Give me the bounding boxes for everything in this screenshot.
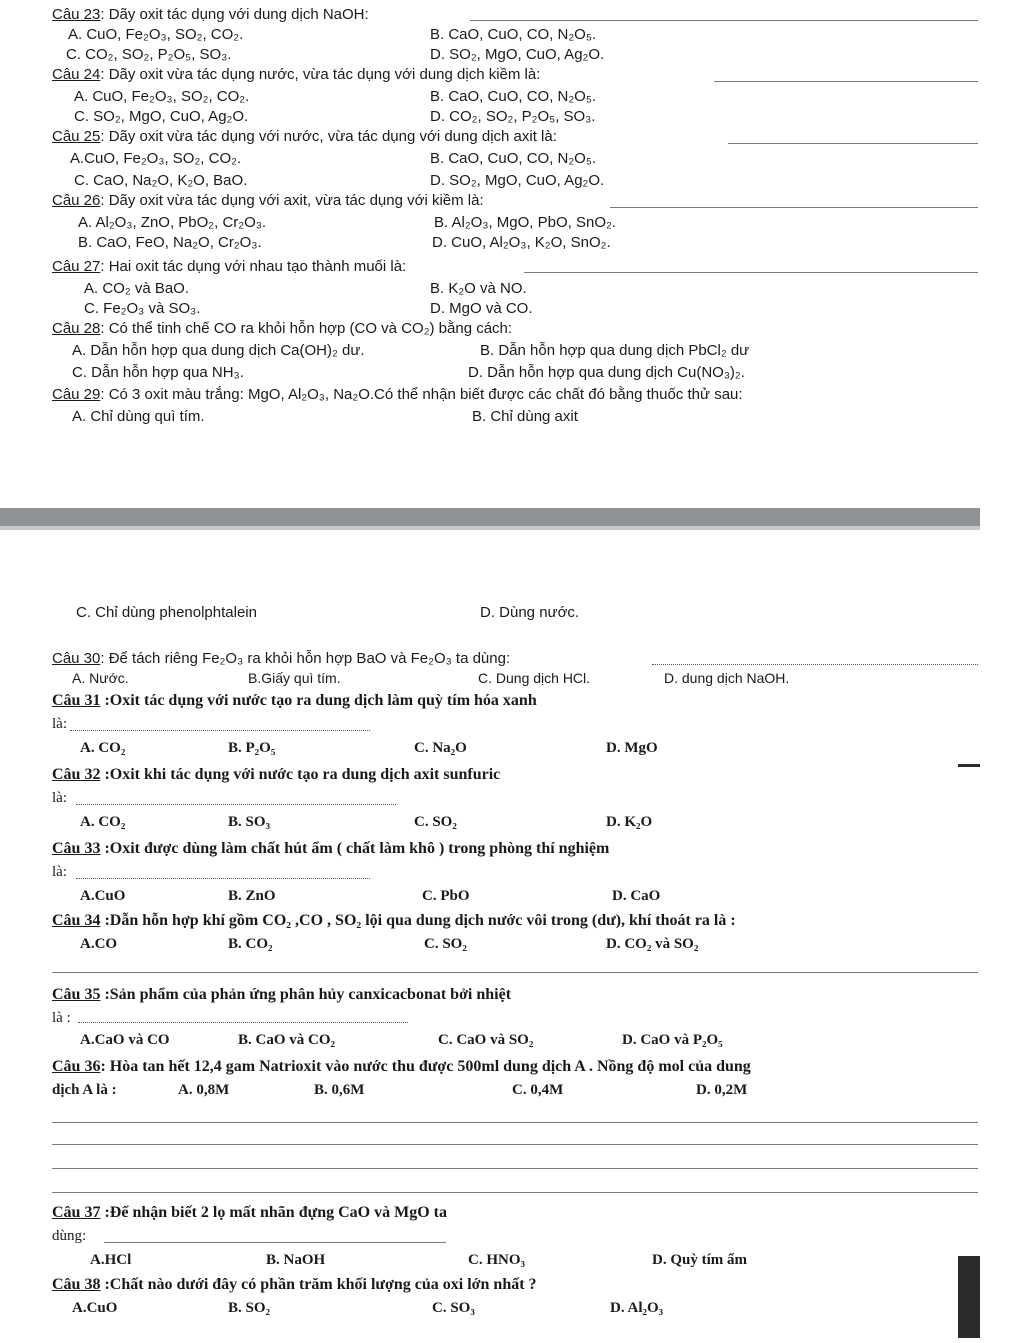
question-tail: là:: [52, 716, 67, 732]
option-c: C. Dẫn hỗn hợp qua NH₃.: [72, 364, 244, 381]
option-b: B. CaO, CuO, CO, N₂O₅.: [430, 150, 597, 167]
option-d: D. MgO và CO.: [430, 300, 533, 317]
question-label: Câu 25: [52, 128, 101, 145]
question-32: [52, 766, 500, 784]
side-mark: [958, 764, 980, 767]
option-a: A. CO₂: [80, 740, 126, 756]
option-b: B. SO₂: [228, 1300, 271, 1316]
option-c: C. Dung dịch HCl.: [478, 670, 591, 686]
option-c: C. HNO₃: [468, 1252, 525, 1268]
option-a: A. Dẫn hỗn hợp qua dung dịch Ca(OH)₂ dư.: [72, 342, 365, 359]
question-37: [52, 1204, 447, 1222]
option-a: A. CuO, Fe₂O₃, SO₂, CO₂.: [74, 88, 250, 105]
question-text: :Sản phẩm của phản ứng phân hủy canxicacbonat bởi nhiệt: [100, 986, 512, 1003]
option-b: B. Dẫn hỗn hợp qua dung dịch PbCl₂ dư: [480, 342, 750, 359]
question-text: :Để nhận biết 2 lọ mất nhãn đựng CaO và MgO ta: [100, 1204, 447, 1221]
question-36: [52, 1058, 751, 1076]
answer-line: [52, 972, 978, 973]
answer-line: [104, 1242, 446, 1243]
option-b: B. Al₂O₃, MgO, PbO, SnO₂.: [434, 214, 616, 231]
question-34: [52, 912, 736, 930]
option-d: D. MgO: [606, 740, 658, 756]
option-b: B.Giấy quì tím.: [248, 670, 341, 686]
question-text: :Oxit tác dụng với nước tạo ra dung dịch làm quỳ tím hóa xanh: [100, 692, 537, 709]
answer-line: [52, 1144, 978, 1145]
option-a: A. CuO, Fe₂O₃, SO₂, CO₂.: [68, 26, 244, 43]
answer-line: [652, 664, 978, 665]
answer-line: [52, 1192, 978, 1193]
option-d: D. CO₂, SO₂, P₂O₅, SO₃.: [430, 108, 596, 125]
question-label: Câu 38: [52, 1276, 101, 1293]
option-d: D. Al₂O₃: [610, 1300, 664, 1316]
question-23: [52, 6, 369, 23]
option-d: D. CaO: [612, 888, 661, 904]
answer-line: [610, 207, 978, 208]
question-tail: dịch A là :: [52, 1082, 117, 1098]
option-a: A. Chỉ dùng quì tím.: [72, 408, 205, 425]
question-38: [52, 1276, 537, 1294]
answer-line: [76, 878, 370, 879]
option-b: B. K₂O và NO.: [430, 280, 527, 297]
option-d: D. CaO và P₂O₅: [622, 1032, 723, 1048]
question-label: Câu 30: [52, 650, 101, 667]
question-label: Câu 33: [52, 840, 101, 857]
option-a: A. Nước.: [72, 670, 129, 686]
option-c: C. 0,4M: [512, 1082, 564, 1098]
option-a: A. CO₂ và BaO.: [84, 280, 190, 297]
option-d: D. SO₂, MgO, CuO, Ag₂O.: [430, 46, 605, 63]
question-tail: là:: [52, 864, 67, 880]
answer-line: [52, 1168, 978, 1169]
option-b: B. CaO, CuO, CO, N₂O₅.: [430, 88, 597, 105]
answer-line: [70, 730, 370, 731]
question-label: Câu 23: [52, 6, 101, 23]
option-d: D. 0,2M: [696, 1082, 748, 1098]
answer-line: [524, 272, 978, 273]
option-c: C. SO₂: [414, 814, 457, 830]
question-text: :Oxit được dùng làm chất hút ẩm ( chất làm khô ) trong phòng thí nghiệm: [100, 840, 610, 857]
question-text: : Hai oxit tác dụng với nhau tạo thành muối là:: [100, 258, 407, 275]
question-26: [52, 192, 484, 209]
option-a: A.HCl: [90, 1252, 132, 1268]
question-label: Câu 34: [52, 912, 101, 929]
question-24: [52, 66, 540, 83]
question-label: Câu 29: [52, 386, 101, 403]
question-text: : Dãy oxit vừa tác dụng nước, vừa tác dụng với dung dịch kiềm là:: [100, 66, 541, 83]
question-tail: dùng:: [52, 1228, 87, 1244]
question-label: Câu 37: [52, 1204, 101, 1221]
question-label: Câu 36: [52, 1058, 101, 1075]
option-a: A. Al₂O₃, ZnO, PbO₂, Cr₂O₃.: [78, 214, 267, 231]
answer-line: [470, 20, 978, 21]
option-d: D. Dẫn hỗn hợp qua dung dịch Cu(NO₃)₂.: [468, 364, 745, 381]
option-b: B. Chỉ dùng axit: [472, 408, 578, 425]
option-c: C. CaO, Na₂O, K₂O, BaO.: [74, 172, 248, 189]
option-a: A.CaO và CO: [80, 1032, 170, 1048]
question-text: :Chất nào dưới đây có phần trăm khối lượng của oxi lớn nhất ?: [100, 1276, 537, 1293]
option-c: C. CaO và SO₂: [438, 1032, 534, 1048]
option-c: B. CaO, FeO, Na₂O, Cr₂O₃.: [78, 234, 262, 251]
question-label: Câu 32: [52, 766, 101, 783]
option-c: C. PbO: [422, 888, 470, 904]
question-tail: là:: [52, 790, 67, 806]
question-text: : Dãy oxit tác dụng với dung dịch NaOH:: [100, 6, 369, 23]
option-d: D. K₂O: [606, 814, 653, 830]
question-label: Câu 28: [52, 320, 101, 337]
question-text: : Có thể tinh chế CO ra khỏi hỗn hợp (CO và CO₂) bằng cách:: [100, 320, 513, 337]
question-label: Câu 27: [52, 258, 101, 275]
question-text: : Có 3 oxit màu trắng: MgO, Al₂O₃, Na₂O.Có thể nhận biết được các chất đó bằng thuốc thử sau:: [100, 386, 743, 403]
question-label: Câu 24: [52, 66, 101, 83]
option-d: D. Quỳ tím ẩm: [652, 1252, 747, 1268]
page-break-shadow: [0, 526, 980, 530]
question-28: [52, 320, 512, 337]
side-bar-mark: [958, 1256, 980, 1338]
question-label: Câu 31: [52, 692, 101, 709]
question-text: : Dãy oxit vừa tác dụng với nước, vừa tác dụng với dung dịch axit là:: [100, 128, 557, 145]
option-b: B. NaOH: [266, 1252, 326, 1268]
option-c: C. Fe₂O₃ và SO₃.: [84, 300, 201, 317]
question-27: [52, 258, 406, 275]
option-d: D. CO₂ và SO₂: [606, 936, 699, 952]
answer-line: [52, 1122, 978, 1123]
question-tail: là :: [52, 1010, 71, 1026]
option-b: B. ZnO: [228, 888, 276, 904]
question-text: :Oxit khi tác dụng với nước tạo ra dung dịch axit sunfuric: [100, 766, 501, 783]
option-d: D. dung dịch NaOH.: [664, 670, 790, 686]
option-a: A.CuO: [80, 888, 126, 904]
option-d: D. SO₂, MgO, CuO, Ag₂O.: [430, 172, 605, 189]
option-a: A.CO: [80, 936, 118, 952]
question-text: :Dẫn hỗn hợp khí gồm CO₂ ,CO , SO₂ lội qua dung dịch nước vôi trong (dư), khí thoát ra là :: [100, 912, 736, 929]
option-c: C. CO₂, SO₂, P₂O₅, SO₃.: [66, 46, 232, 63]
answer-line: [76, 804, 396, 805]
question-30: [52, 650, 510, 667]
option-a: A. 0,8M: [178, 1082, 230, 1098]
answer-line: [728, 143, 978, 144]
option-d: D. Dùng nước.: [480, 604, 580, 621]
option-b: B. CO₂: [228, 936, 273, 952]
option-d: D. CuO, Al₂O₃, K₂O, SnO₂.: [432, 234, 611, 251]
question-35: [52, 986, 511, 1004]
question-29: [52, 386, 743, 403]
option-a: A.CuO: [72, 1300, 118, 1316]
option-c: C. SO₂, MgO, CuO, Ag₂O.: [74, 108, 249, 125]
option-a: A.CuO, Fe₂O₃, SO₂, CO₂.: [70, 150, 242, 167]
option-b: B. CaO và CO₂: [238, 1032, 336, 1048]
option-c: C. SO₃: [432, 1300, 475, 1316]
option-c: C. Chỉ dùng phenolphtalein: [76, 604, 257, 621]
option-b: B. 0,6M: [314, 1082, 365, 1098]
option-b: B. CaO, CuO, CO, N₂O₅.: [430, 26, 597, 43]
option-c: C. SO₂: [424, 936, 467, 952]
question-text: : Dãy oxit vừa tác dụng với axit, vừa tác dụng với kiềm là:: [100, 192, 484, 209]
answer-line: [78, 1022, 408, 1023]
option-b: B. SO₃: [228, 814, 271, 830]
answer-line: [714, 81, 978, 82]
option-a: A. CO₂: [80, 814, 126, 830]
page-break-bar: [0, 508, 980, 526]
question-31: [52, 692, 537, 710]
option-c: C. Na₂O: [414, 740, 467, 756]
question-25: [52, 128, 557, 145]
question-text: : Để tách riêng Fe₂O₃ ra khỏi hỗn hợp BaO và Fe₂O₃ ta dùng:: [100, 650, 511, 667]
option-b: B. P₂O₅: [228, 740, 276, 756]
question-label: Câu 26: [52, 192, 101, 209]
question-label: Câu 35: [52, 986, 101, 1003]
question-33: [52, 840, 609, 858]
question-text: : Hòa tan hết 12,4 gam Natrioxit vào nước thu được 500ml dung dịch A . Nồng độ mol của dung: [100, 1058, 751, 1075]
